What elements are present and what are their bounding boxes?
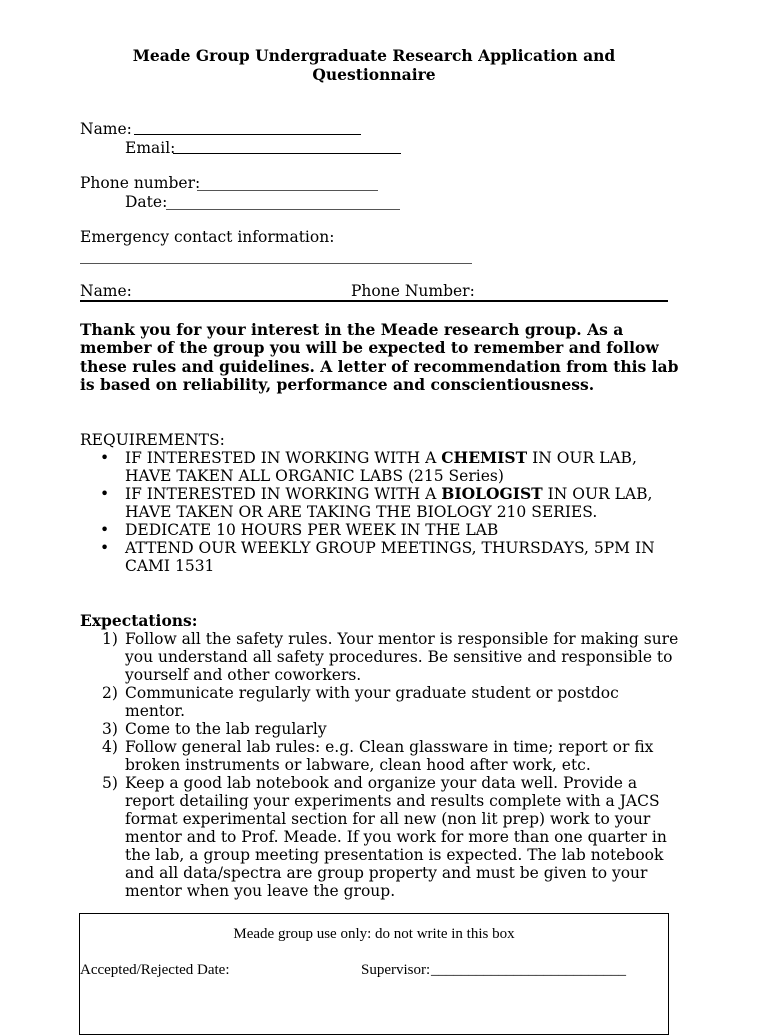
- office-use-box: [79, 913, 669, 1035]
- bullet-marker: •: [100, 485, 110, 503]
- office-use-title: Meade group use only: do not write in this box: [233, 926, 515, 942]
- email-label: Email:: [125, 139, 176, 157]
- name-label: Name:: [80, 120, 132, 138]
- bullet-marker: •: [100, 449, 110, 467]
- phone-label: Phone number:: [80, 174, 201, 192]
- list-item: • IF INTERESTED IN WORKING WITH A BIOLOGIST IN OUR LAB, HAVE TAKEN OR ARE TAKING THE BIOLOGY 210 SERIES.: [100, 484, 653, 521]
- supervisor-label: Supervisor:: [361, 962, 431, 978]
- emergency-contact-field[interactable]: [80, 263, 472, 264]
- list-item: 1) Follow all the safety rules. Your mentor is responsible for making sure you understand all safety procedures. Be sensitive and responsible to yourself and other coworkers.: [102, 630, 679, 684]
- list-item: 2) Communicate regularly with your graduate student or postdoc mentor.: [102, 684, 619, 720]
- requirements-heading: REQUIREMENTS:: [80, 431, 225, 449]
- accepted-rejected-date-label: Accepted/Rejected Date:: [80, 962, 230, 978]
- list-item: • ATTEND OUR WEEKLY GROUP MEETINGS, THURSDAYS, 5PM IN CAMI 1531: [100, 539, 655, 575]
- phone-field[interactable]: [197, 190, 378, 191]
- emergency-name-phone-field[interactable]: [80, 300, 668, 302]
- email-field[interactable]: [173, 153, 401, 154]
- emergency-name-label: Name:: [80, 282, 132, 300]
- emergency-contact-label: Emergency contact information:: [80, 228, 335, 246]
- intro-paragraph: Thank you for your interest in the Meade research group. As a member of the group you will be expected to remember and follow these rules and guidelines. A letter of recommendation from this lab is based on reliability, performance and conscientiousness.: [80, 320, 679, 394]
- list-item: 4) Follow general lab rules: e.g. Clean glassware in time; report or fix broken instruments or labware, clean hood after work, etc.: [102, 738, 654, 774]
- requirements-list: [80, 449, 680, 575]
- supervisor-field[interactable]: __________________________: [431, 962, 626, 978]
- emergency-phone-label: Phone Number:: [351, 282, 475, 300]
- page-title: Meade Group Undergraduate Research Application and Questionnaire: [132, 46, 616, 84]
- date-label: Date:: [125, 193, 168, 211]
- bullet-marker: •: [100, 521, 110, 539]
- date-field[interactable]: [166, 209, 400, 210]
- bullet-marker: •: [100, 539, 110, 557]
- name-field[interactable]: [134, 134, 361, 135]
- list-item: • DEDICATE 10 HOURS PER WEEK IN THE LAB: [100, 521, 499, 539]
- expectations-heading: Expectations:: [80, 611, 198, 630]
- expectations-list: [80, 630, 680, 900]
- list-item: 3) Come to the lab regularly: [102, 720, 327, 738]
- list-item: • IF INTERESTED IN WORKING WITH A CHEMIST IN OUR LAB, HAVE TAKEN ALL ORGANIC LABS (215 Series): [100, 448, 637, 485]
- list-item: 5) Keep a good lab notebook and organize your data well. Provide a report detailing your experiments and results complete with a JACS format experimental section for all new (non lit prep) work to your mentor and to Prof. Meade. If you work for more than one quarter in the lab, a group meeting presentation is expected. The lab notebook and all data/spectra are group property and must be given to your mentor when you leave the group.: [102, 774, 667, 900]
